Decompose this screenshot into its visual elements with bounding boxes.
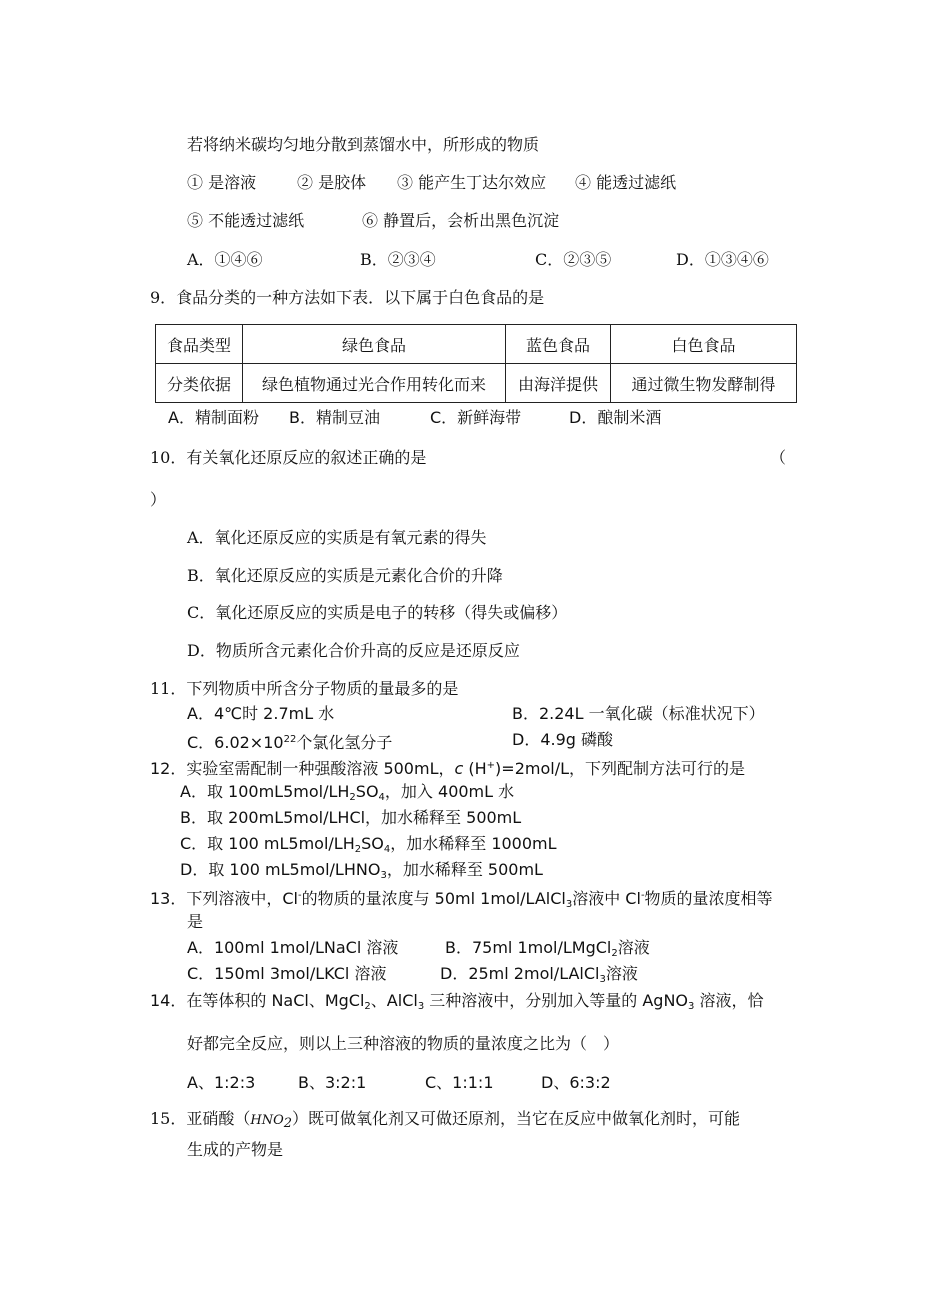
q10-choice-c: C．氧化还原反应的实质是电子的转移（得失或偏移） [187,603,568,622]
q13-choice-b [445,938,650,964]
q12-d-post: ，加水稀释至 500mL [386,860,543,879]
q15-stem-line2: 生成的产物是 [187,1140,284,1159]
q14-choice-a: A、1:2:3 [187,1073,256,1092]
q10-choice-d: D．物质所含元素化合价升高的反应是还原反应 [187,641,520,660]
q8-statement-2: ② 是胶体 [297,173,367,192]
q10-choice-a: A．氧化还原反应的实质是有氧元素的得失 [187,528,487,547]
q14-l1-b: 、AlCl [370,991,418,1010]
q12-a-mid: SO [355,782,379,801]
q9-choice-b: B．精制豆油 [289,408,380,427]
q12-c-post: ，加水稀释至 1000mL [390,834,557,853]
q14-l1-sub2: 3 [417,1001,425,1012]
q15-formula: HNO [250,1113,284,1128]
q8-statement-6: ⑥ 静置后，会析出黑色沉淀 [362,211,560,230]
q13-d-post: 溶液 [605,964,638,983]
q12-stem-pre: 12．实验室需配制一种强酸溶液 500mL， [150,759,455,778]
table-cell: 蓝色食品 [506,325,611,364]
q10-paren-open: （ [770,448,787,467]
table-cell: 由海洋提供 [506,364,611,403]
q13-b-sub: 2 [611,948,618,959]
q8-statement-3: ③ 能产生丁达尔效应 [397,173,547,192]
q11-choice-d: D．4.9g 磷酸 [512,730,614,749]
q11-stem: 11．下列物质中所含分子物质的量最多的是 [150,679,459,698]
q11-c-exponent: 22 [283,734,297,745]
q12-stem-post: )=2mol/L，下列配制方法可行的是 [495,759,746,778]
q9-choice-a: A．精制面粉 [168,408,259,427]
q12-choice-c [180,834,557,860]
q13-b-pre: B．75ml 1mol/LMgCl [445,938,612,957]
q14-l1-d: 溶液，恰 [694,991,764,1010]
q13-stem-line2: 是 [187,912,204,931]
q11-c-suffix: 个氯化氢分子 [296,733,393,752]
q12-stem [150,756,745,779]
q14-choice-d: D、6:3:2 [541,1073,611,1092]
q11-choice-c [187,730,392,753]
q13-choice-d [440,964,638,990]
q12-choice-b: B．取 200mL5mol/LHCl，加水稀释至 500mL [180,808,522,827]
q12-a-post: ，加入 400mL 水 [384,782,515,801]
q13-l1-sub: 3 [565,899,573,910]
q13-l1-b: 的物质的量浓度与 50ml 1mol/LAlCl [301,889,566,908]
q11-choice-a: A．4℃时 2.7mL 水 [187,704,335,723]
q14-l1-c: 三种溶液中，分别加入等量的 AgNO [424,991,689,1010]
q15-l1-a: 15．亚硝酸（ [150,1109,251,1128]
q8-statement-4: ④ 能透过滤纸 [575,173,677,192]
q13-b-post: 溶液 [617,938,650,957]
q13-l1-c: 溶液中 Cl [572,889,641,908]
q11-c-prefix: C．6.02×10 [187,733,284,752]
q15-formula-sub: 2 [283,1116,293,1131]
q10-choice-b: B．氧化还原反应的实质是元素化合价的升降 [187,566,503,585]
table-cell: 通过微生物发酵制得 [611,364,797,403]
q8-statement-1: ① 是溶液 [187,173,257,192]
q8-choice-c: C．②③⑤ [535,250,612,269]
q12-d-pre: D．取 100 mL5mol/LHNO [180,860,381,879]
q12-c-mid: SO [361,834,384,853]
q15-l1-b: ）既可做氧化剂又可做还原剂，当它在反应中做氧化剂时，可能 [292,1109,741,1128]
table-row [156,364,797,403]
q13-l1-sup1: - [297,890,302,901]
q14-stem [150,991,764,1017]
q8-choice-a: A．①④⑥ [187,250,263,269]
q9-choice-c: C．新鲜海带 [430,408,522,427]
q13-l1-sup2: - [640,890,645,901]
q12-stem-plus: + [486,760,496,771]
q12-choice-d [180,860,543,886]
q14-stem-line2: 好都完全反应，则以上三种溶液的物质的量浓度之比为（ ） [187,1034,620,1053]
q14-choice-c: C、1:1:1 [425,1073,494,1092]
q12-a-pre: A．取 100mL5mol/LH [180,782,350,801]
q15-stem [150,1109,740,1134]
q14-choice-b: B、3:2:1 [298,1073,367,1092]
q12-a-sub1: 2 [349,792,356,803]
q12-c-sub2: 4 [383,844,391,855]
q13-d-pre: D．25ml 2mol/LAlCl [440,964,600,983]
q8-stem: 若将纳米碳均匀地分散到蒸馏水中，所形成的物质 [187,135,540,154]
table-cell: 绿色植物通过光合作用转化而来 [243,364,506,403]
q10-paren-close: ） [150,490,167,509]
q12-choice-a [180,782,514,808]
q13-choice-a: A．100ml 1mol/LNaCl 溶液 [187,938,399,957]
q13-choice-c: C．150ml 3mol/LKCl 溶液 [187,964,387,983]
q13-l1-a: 13．下列溶液中，Cl [150,889,298,908]
q8-choice-b: B．②③④ [360,250,436,269]
q11-choice-b: B．2.24L 一氧化碳（标准状况下） [512,704,765,723]
q12-stem-c: c [454,759,464,778]
q9-stem: 9．食品分类的一种方法如下表．以下属于白色食品的是 [150,288,545,307]
q13-d-sub: 3 [599,974,606,985]
food-classification-table [155,324,797,403]
q14-l1-sub1: 2 [364,1001,371,1012]
q14-l1-a: 14．在等体积的 NaCl、MgCl [150,991,365,1010]
q8-choice-d: D．①③④⑥ [676,250,769,269]
table-cell: 食品类型 [156,325,243,364]
table-cell: 分类依据 [156,364,243,403]
q12-a-sub2: 4 [378,792,385,803]
q13-stem [150,886,773,915]
q10-stem: 10．有关氧化还原反应的叙述正确的是 [150,448,427,467]
q12-d-sub: 3 [380,870,387,881]
q8-statement-5: ⑤ 不能透过滤纸 [187,211,305,230]
table-cell: 白色食品 [611,325,797,364]
q14-l1-sub3: 3 [688,1001,695,1012]
q9-choice-d: D．酿制米酒 [569,408,662,427]
q12-c-pre: C．取 100 mL5mol/LH [180,834,355,853]
table-header-row [156,325,797,364]
q12-c-sub1: 2 [354,844,362,855]
q12-stem-h: (H [463,759,487,778]
q13-l1-d: 物质的量浓度相等 [644,889,773,908]
table-cell: 绿色食品 [243,325,506,364]
